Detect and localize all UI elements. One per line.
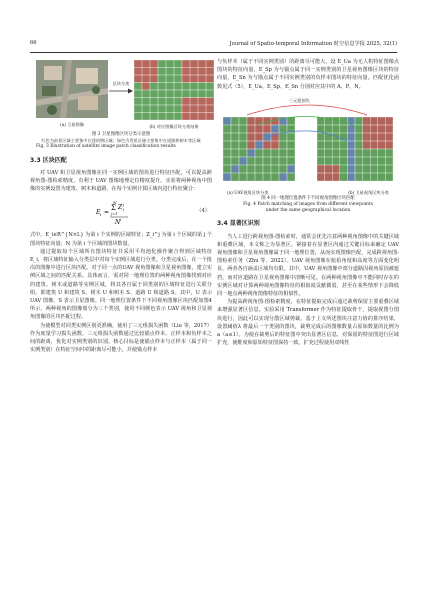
figure-3a	[36, 60, 108, 128]
section-3-3-paragraph-2: 式中，E_i∈R^{N×L} 为第 i 个实例的区域特征；Z_i^j 为第 i 个区域的第 j 个图块特征向量；N 为第 i 个区域的图块数量。	[30, 232, 212, 247]
image-patch	[370, 133, 378, 141]
figure-4	[217, 97, 399, 215]
image-patch	[134, 75, 142, 83]
image-patch	[134, 113, 142, 121]
image-patch	[263, 173, 271, 181]
image-patch	[279, 149, 287, 157]
svg-text:Σ: Σ	[111, 204, 116, 213]
page-number: 66	[30, 40, 37, 46]
running-header	[30, 40, 397, 52]
image-patch	[150, 90, 158, 98]
image-patch	[340, 157, 348, 165]
image-patch	[271, 149, 279, 157]
image-patch	[370, 173, 378, 181]
image-patch	[317, 117, 325, 125]
svg-text:j: j	[123, 203, 125, 208]
image-patch	[378, 173, 386, 181]
image-patch	[206, 68, 214, 76]
image-patch	[231, 125, 239, 133]
image-patch	[239, 173, 247, 181]
image-patch	[166, 83, 174, 91]
image-patch	[325, 125, 333, 133]
image-patch	[158, 60, 166, 68]
image-patch	[385, 157, 393, 165]
image-patch	[190, 75, 198, 83]
equation-4-formula	[96, 197, 156, 227]
image-patch	[287, 133, 295, 141]
image-patch	[247, 157, 255, 165]
image-patch	[182, 105, 190, 113]
arrow-right-icon	[108, 87, 134, 95]
image-patch	[271, 173, 279, 181]
image-patch	[263, 125, 271, 133]
figure-4-graphic	[217, 97, 399, 189]
image-patch	[332, 157, 340, 165]
image-patch	[271, 157, 279, 165]
section-3-3-paragraph-4: 为使模型对同类实例区别更准确，使用了三元组损失函数（Liu 等，2017）作为度量学习损失函数。三元组损失函数通过比较锚点样本、正样本和负样本之间的距离，优化对实例类别的识别。核心目标是使锚点样本与正样本（属于同一实例类别）在特征空间中的距离尽可能小，并使锚点样本	[30, 322, 212, 354]
image-patch	[190, 90, 198, 98]
image-patch	[158, 98, 166, 106]
image-patch	[223, 173, 231, 181]
image-patch	[174, 98, 182, 106]
image-patch	[279, 157, 287, 165]
image-patch	[287, 141, 295, 149]
image-patch	[271, 117, 279, 125]
figure-3-note: 红色为前景区域主要集中在建筑物区域；绿色为背景区域主要集中在道路和树木等区域	[41, 138, 201, 144]
image-patch	[239, 141, 247, 149]
image-patch	[378, 165, 386, 173]
image-patch	[239, 133, 247, 141]
image-patch	[198, 113, 206, 121]
image-patch	[174, 75, 182, 83]
image-patch	[355, 117, 363, 125]
image-patch	[279, 173, 287, 181]
image-patch	[355, 149, 363, 157]
image-patch	[142, 60, 150, 68]
image-patch	[325, 173, 333, 181]
image-patch	[378, 117, 386, 125]
image-patch	[370, 165, 378, 173]
image-patch	[174, 60, 182, 68]
image-patch	[355, 157, 363, 165]
image-patch	[255, 133, 263, 141]
image-patch	[150, 68, 158, 76]
image-patch	[370, 141, 378, 149]
image-patch	[355, 141, 363, 149]
image-patch	[166, 60, 174, 68]
section-3-4-paragraph-2: 为提高跨视角图-图检索精度，在特征提取完成后通过裁剪保留主要重叠区域来增强显著区信息。实验采用 Transformer 作为特征提取骨干，提取视图分图块进行，因此可以实现分散区域剪裁。基于上文所述图块注意力值的排序结果，设置阈值λ 将最后一个类别的图块，裁剪完成后的图像数量占原始数量的比例为 a（a≤1）。为使在裁剪后的特征图中突出显著区信息，对保留的特征图进行区域扩充，使维度和原始特征图保持一致。扩充过程使用双线性	[217, 299, 399, 347]
image-patch	[325, 141, 333, 149]
image-patch	[247, 173, 255, 181]
image-patch	[134, 90, 142, 98]
image-patch	[325, 165, 333, 173]
image-patch	[340, 165, 348, 173]
image-patch	[182, 98, 190, 106]
image-patch	[206, 105, 214, 113]
image-patch	[347, 125, 355, 133]
image-patch	[279, 125, 287, 133]
image-patch	[142, 90, 150, 98]
image-patch	[198, 105, 206, 113]
image-patch	[385, 173, 393, 181]
figure-4-caption-en-1: Fig. 4 Patch matching of images from different viewpoints	[243, 202, 373, 208]
image-patch	[347, 165, 355, 173]
image-patch	[355, 125, 363, 133]
image-patch	[378, 125, 386, 133]
figure-4a-label: (a) UAV视角区块分类	[227, 189, 269, 195]
image-patch	[317, 133, 325, 141]
image-patch	[385, 149, 393, 157]
figure-3a-label: (a) 卫星图像	[60, 122, 84, 128]
image-patch	[231, 149, 239, 157]
image-patch	[317, 149, 325, 157]
image-patch	[182, 83, 190, 91]
image-patch	[363, 165, 371, 173]
image-patch	[247, 141, 255, 149]
image-patch	[182, 68, 190, 76]
image-patch	[190, 113, 198, 121]
image-patch	[247, 149, 255, 157]
image-patch	[255, 157, 263, 165]
image-patch	[174, 83, 182, 91]
image-patch	[239, 157, 247, 165]
journal-title: Journal of Spatio-temporal Information 时空信息学报 2025, 32(1)	[229, 41, 397, 47]
image-patch	[287, 157, 295, 165]
image-patch	[340, 125, 348, 133]
image-patch	[158, 113, 166, 121]
svg-text:i: i	[120, 218, 122, 223]
image-patch	[158, 105, 166, 113]
image-patch	[340, 173, 348, 181]
figure-4-caption-en-2: under the same geographical location	[265, 208, 351, 214]
image-patch	[332, 125, 340, 133]
image-patch	[378, 133, 386, 141]
image-patch	[370, 117, 378, 125]
section-3-4-heading: 3.4 显著区识别	[217, 220, 260, 228]
right-column	[217, 58, 399, 347]
figure-4-images	[217, 97, 399, 189]
image-patch	[142, 68, 150, 76]
image-patch	[158, 83, 166, 91]
image-patch	[182, 75, 190, 83]
image-patch	[223, 133, 231, 141]
figure-3b	[134, 60, 214, 130]
section-3-3-paragraph-3: 通过提取每个区域所有图块特征并采用平均池化操作聚合得到区域特征 E_i，将区域特征输入分类层中对每个实例区域进行分类。分类完成后，在一个批次的图像中进行区块匹配。对于同一点的UAV 视角图像和卫星视角图像，建立实例区域之间的匹配关系。具体而言，需对同一地理位置的两种视角图像找到对应的建筑、树木或道路等实例区域，将其各自属于同类别的区域特征进行关联分组，即建筑 U 和建筑 S、树木 U 和树木 S、道路 U 和道路 S。其中，U 表示 UAV 图像，S 表示卫星图像。同一地理位置条件下不同视角图像区块匹配如图4所示。两种视角的图像划分为三个类别，使用不同颜色表示 UAV 视角和卫星视角图像的区块匹配过程。	[30, 248, 212, 321]
image-patch	[166, 105, 174, 113]
image-patch	[247, 117, 255, 125]
image-patch	[134, 83, 142, 91]
image-patch	[271, 165, 279, 173]
figure-4b-label: (b) 卫星视角区块分类	[348, 189, 389, 195]
image-patch	[198, 90, 206, 98]
image-patch	[174, 90, 182, 98]
image-patch	[134, 105, 142, 113]
image-patch	[255, 173, 263, 181]
image-patch	[239, 149, 247, 157]
image-patch	[363, 141, 371, 149]
image-patch	[166, 113, 174, 121]
image-patch	[223, 165, 231, 173]
image-patch	[363, 117, 371, 125]
image-patch	[287, 173, 295, 181]
image-patch	[223, 149, 231, 157]
image-patch	[263, 149, 271, 157]
image-patch	[363, 125, 371, 133]
image-patch	[271, 141, 279, 149]
arrow-label: 区块分类	[112, 81, 130, 86]
svg-text:N: N	[115, 219, 121, 227]
image-patch	[142, 113, 150, 121]
image-patch	[247, 165, 255, 173]
image-patch	[142, 105, 150, 113]
figure-3b-label: (b) 对应图像区块分类结果	[149, 124, 199, 130]
image-patch	[223, 117, 231, 125]
image-patch	[134, 68, 142, 76]
image-patch	[166, 75, 174, 83]
image-patch	[198, 75, 206, 83]
image-patch	[355, 173, 363, 181]
image-patch	[347, 157, 355, 165]
image-patch	[231, 157, 239, 165]
right-column-paragraph-1: 与负样本（属于不同实例类别）的距离尽可能大。设 E_Ua 为无人机特征图像点图块的特征向量，E_Sp 为与锚点属于同一实例类别的卫星视角图像区块的特征向量，E_Sn 为与锚点属于不同实例类别的负样本图块的特征向量。匹配优化函数见式（5），E_Ua、E_Sp、E_Sn 分别对应其中的 A、P、N。	[217, 59, 399, 90]
image-patch	[231, 173, 239, 181]
image-patch	[332, 165, 340, 173]
image-patch	[142, 98, 150, 106]
svg-text:j=1: j=1	[111, 212, 118, 217]
image-patch	[370, 125, 378, 133]
image-patch	[239, 125, 247, 133]
image-patch	[166, 68, 174, 76]
image-patch	[166, 98, 174, 106]
left-column	[30, 58, 212, 354]
image-patch	[231, 133, 239, 141]
image-patch	[363, 133, 371, 141]
image-patch	[198, 68, 206, 76]
image-patch	[347, 133, 355, 141]
image-patch	[198, 83, 206, 91]
equation-4-number: （4）	[196, 208, 210, 215]
image-patch	[370, 149, 378, 157]
image-patch	[279, 141, 287, 149]
image-patch	[142, 75, 150, 83]
classified-patches-image	[134, 60, 214, 120]
image-patch	[182, 113, 190, 121]
image-patch	[166, 90, 174, 98]
svg-text:Z: Z	[118, 204, 123, 212]
image-patch	[340, 133, 348, 141]
image-patch	[134, 98, 142, 106]
section-3-3-paragraph-1: 对 UAV 和卫星视角图像在同一实例区域的图块进行特征匹配，可以提高跨视角图-图检索精度，有利于 UAV 图像地理定位精度提升。实验将两种视角中图像的实例设置为建筑、树木和道路，在每个实例计算区域内进行特征聚合：	[30, 169, 212, 193]
image-patch	[355, 133, 363, 141]
image-patch	[231, 117, 239, 125]
figure-3-caption-en: Fig. 3 Illustration of satellite image patch classification results	[36, 144, 176, 150]
image-patch	[378, 149, 386, 157]
image-patch	[150, 105, 158, 113]
image-patch	[198, 60, 206, 68]
image-patch	[325, 149, 333, 157]
image-patch	[287, 117, 295, 125]
image-patch	[317, 157, 325, 165]
image-patch	[255, 165, 263, 173]
image-patch	[190, 60, 198, 68]
image-patch	[206, 83, 214, 91]
figure-3-images	[30, 58, 212, 130]
image-patch	[340, 149, 348, 157]
figure-3-caption: 图 3 卫星图像区块分类示意图	[91, 132, 151, 138]
svg-text:E: E	[96, 209, 101, 217]
image-patch	[255, 125, 263, 133]
image-patch	[287, 149, 295, 157]
image-patch	[263, 141, 271, 149]
image-patch	[363, 173, 371, 181]
image-patch	[190, 98, 198, 106]
image-patch	[223, 141, 231, 149]
image-patch	[325, 157, 333, 165]
figure-4-caption: 图 4 同一地理位置条件下不同视角图像区块匹配	[261, 195, 355, 201]
image-patch	[206, 90, 214, 98]
image-patch	[239, 117, 247, 125]
image-patch	[150, 60, 158, 68]
svg-text:i: i	[123, 208, 125, 213]
image-patch	[385, 141, 393, 149]
figure-3-arrow	[108, 60, 134, 98]
header-rule	[30, 52, 397, 53]
image-patch	[317, 173, 325, 181]
figure-4-sublabels	[217, 189, 399, 196]
triplet-loss-label: 三元组损失	[289, 97, 310, 103]
image-patch	[150, 113, 158, 121]
image-patch	[363, 149, 371, 157]
image-patch	[287, 165, 295, 173]
image-patch	[182, 90, 190, 98]
image-patch	[370, 157, 378, 165]
svg-text:N: N	[113, 200, 117, 206]
satellite-image	[36, 60, 108, 118]
image-patch	[190, 68, 198, 76]
image-patch	[247, 133, 255, 141]
image-patch	[223, 157, 231, 165]
image-patch	[317, 165, 325, 173]
image-patch	[385, 117, 393, 125]
image-patch	[263, 157, 271, 165]
image-patch	[206, 98, 214, 106]
image-patch	[271, 125, 279, 133]
image-patch	[206, 113, 214, 121]
image-patch	[332, 141, 340, 149]
image-patch	[174, 105, 182, 113]
image-patch	[239, 165, 247, 173]
image-patch	[347, 149, 355, 157]
image-patch	[279, 133, 287, 141]
image-patch	[158, 68, 166, 76]
image-patch	[206, 75, 214, 83]
equation-4	[30, 197, 212, 227]
image-patch	[231, 165, 239, 173]
image-patch	[332, 149, 340, 157]
image-patch	[355, 165, 363, 173]
image-patch	[247, 125, 255, 133]
svg-text:=: =	[104, 209, 110, 217]
image-patch	[158, 90, 166, 98]
image-patch	[158, 75, 166, 83]
image-patch	[223, 125, 231, 133]
image-patch	[378, 141, 386, 149]
image-patch	[363, 157, 371, 165]
image-patch	[385, 133, 393, 141]
image-patch	[255, 149, 263, 157]
figure-3	[30, 58, 212, 151]
image-patch	[206, 60, 214, 68]
image-patch	[150, 75, 158, 83]
image-patch	[279, 165, 287, 173]
image-patch	[255, 141, 263, 149]
image-patch	[347, 173, 355, 181]
image-patch	[134, 60, 142, 68]
image-patch	[332, 173, 340, 181]
image-patch	[182, 60, 190, 68]
image-patch	[385, 165, 393, 173]
image-patch	[385, 125, 393, 133]
section-3-4-paragraph-1: 当人工进行跨视角图-图检索时，通常会优先注意两种视角图像中的关键区域和重叠区域，本文称之为显著区。紧接着在显著区内通过关键目标来确定 UAV 视角图像和卫星视角图像属于同一地理位置，从而实现图像匹配，完成跨视角图-图检索任务（Zhu 等，2022）。UAV 视角图像在航拍角度和高度等方面变化明显，两者各自涵盖区域均有限。其中，UAV 视角图像中部分道路因视角原因被遮挡，而对应道路在卫星视角图像中清晰可见。在两种视角图像中不能同时存在的实例区域对计算两种视角图像特征的相似度贡献微弱，甚至在某些情形下会降低同一地点两种视角图像特征的相似性。	[217, 233, 399, 298]
image-patch	[142, 83, 150, 91]
image-patch	[190, 83, 198, 91]
image-patch	[340, 141, 348, 149]
image-patch	[174, 68, 182, 76]
image-patch	[198, 98, 206, 106]
image-patch	[150, 98, 158, 106]
image-patch	[231, 141, 239, 149]
image-patch	[347, 141, 355, 149]
image-patch	[150, 83, 158, 91]
svg-text:i: i	[100, 212, 102, 218]
section-3-3-heading: 3.3 区块匹配	[30, 156, 67, 164]
image-patch	[378, 157, 386, 165]
image-patch	[174, 113, 182, 121]
image-patch	[263, 165, 271, 173]
image-patch	[190, 105, 198, 113]
image-patch	[317, 141, 325, 149]
